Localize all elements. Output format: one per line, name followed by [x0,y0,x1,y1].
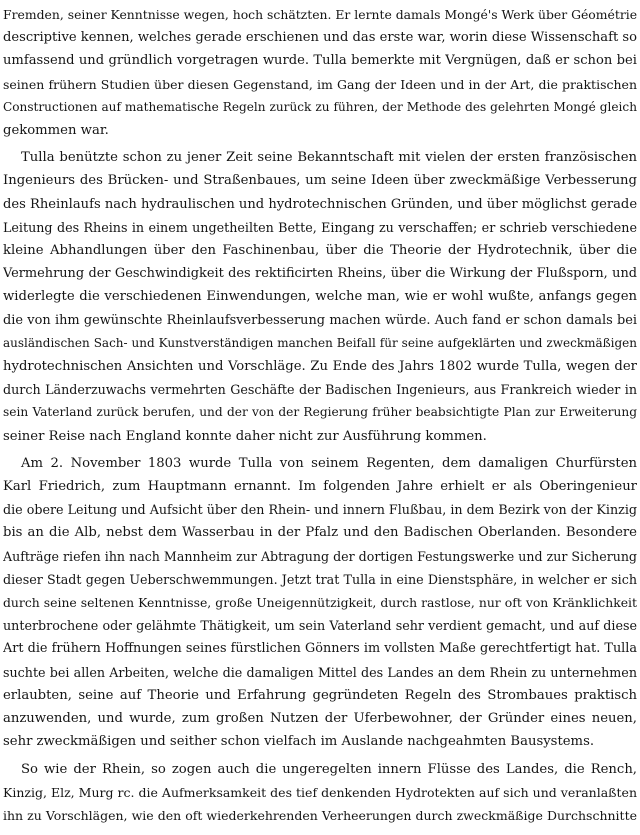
text-line: Tulla benützte schon zu jener Zeit seine Bekanntschaft mit vielen der ersten französischen [21,150,637,166]
text-line: Vermehrung der Geschwindigkeit des rektificirten Rheins, über die Wirkung der Flußsporn, und [3,266,637,282]
text-line: sein Vaterland zurück berufen, und der von der Regierung früher beabsichtigte Plan zur Erweiterung [3,405,637,420]
text-line: anzuwenden, und wurde, zum großen Nutzen der Uferbewohner, der Gründer eines neuen, [3,711,637,727]
text-line: bis an die Alb, nebst dem Wasserbau in der Pfalz und den Badischen Oberlanden. Besondere [3,525,637,541]
text-line: Ingenieurs des Brücken- und Straßenbaues, um seine Ideen über zweckmäßige Verbesserung [3,173,637,189]
text-line: des Rheinlaufs nach hydraulischen und hydrotechnischen Gründen, und über möglichst gerade [3,196,637,212]
text-line: durch Länderzuwachs vermehrten Geschäfte der Badischen Ingenieurs, aus Frankreich wieder in [3,382,637,398]
text-line: gekommen war. [3,123,109,139]
text-line: umfassend und gründlich vorgetragen wurde. Tulla bemerkte mit Vergnügen, daß er schon bei [3,53,637,69]
text-line: hydrotechnischen Ansichten und Vorschläge. Zu Ende des Jahrs 1802 wurde Tulla, wegen der [3,359,637,375]
text-line: Constructionen auf mathematische Regeln zurück zu führen, der Methode des gelehrten Mongé gleich [3,99,637,114]
text-line: descriptive kennen, welches gerade erschienen und das erste war, worin diese Wissenschaft so [3,30,637,46]
text-line: Am 2. November 1803 wurde Tulla von seinem Regenten, dem damaligen Churfürsten [21,455,637,471]
text-line: Karl Friedrich, zum Hauptmann ernannt. Im folgenden Jahre erhielt er als Oberingenieur [3,479,637,495]
paragraph-1 [3,3,637,142]
text-line: Kinzig, Elz, Murg rc. die Aufmerksamkeit des tief denkenden Hydrotekten auf sich und veranlaßten [3,784,637,800]
paragraph-4 [3,758,637,828]
text-line: die obere Leitung und Aufsicht über den Rhein- und innern Flußbau, in dem Bezirk von der Kinzig [3,502,637,518]
text-line: dieser Stadt gegen Ueberschwemmungen. Jetzt trat Tulla in eine Dienstsphäre, in welcher er sich [3,571,637,587]
text-line: sehr zweckmäßigen und seither schon vielfach im Auslande nachgeahmten Bausystems. [3,734,595,750]
paragraph-2 [3,146,637,448]
text-line: unterbrochene oder gelähmte Thätigkeit, um sein Vaterland sehr verdient gemacht, und auf diese [3,618,637,634]
text-line: widerlegte die verschiedenen Einwendungen, welche man, wie er wohl wußte, anfangs gegen [3,289,637,305]
text-line: ihn zu Vorschlägen, wie den oft wiederkehrenden Verheerungen durch zweckmäßige Durchschnitte [3,807,637,823]
text-line: Art die frühern Hoffnungen seines fürstlichen Gönners im vollsten Maße gerechtfertigt hat. Tulla [3,641,637,657]
text-line: Leitung des Rheins in einem ungetheilten Bette, Eingang zu verschaffen; er schrieb verschiedene [3,219,637,235]
text-line: ausländischen Sach- und Kunstverständigen manchen Beifall für seine aufgeklärten und zweckmäßigen [3,335,637,350]
text-line: suchte bei allen Arbeiten, welche die damaligen Mittel des Landes an dem Rhein zu unternehmen [3,664,637,680]
text-line: seinen frühern Studien über diesen Gegenstand, im Gang der Ideen und in der Art, die praktischen [3,76,637,92]
text-line: durch seine seltenen Kenntnisse, große Uneigennützigkeit, durch rastlose, nur oft von Kränklichkeit [3,595,637,611]
text-line: Aufträge riefen ihn nach Mannheim zur Abtragung der dortigen Festungswerke und zur Sicherung [3,548,637,564]
text-line: die von ihm gewünschte Rheinlaufsverbesserung machen würde. Auch fand er schon damals bei [3,312,637,328]
text-line: seiner Reise nach England konnte daher nicht zur Ausführung kommen. [3,428,487,444]
paragraph-3 [3,452,637,754]
text-line: kleine Abhandlungen über den Faschinenbau, über die Theorie der Hydrotechnik, über die [3,243,637,259]
text-line: Fremden, seiner Kenntnisse wegen, hoch schätzten. Er lernte damals Mongé's Werk über Géométrie [3,7,637,22]
text-line: So wie der Rhein, so zogen auch die ungeregelten innern Flüsse des Landes, die Rench, [21,761,637,777]
text-line: erlaubten, seine auf Theorie und Erfahrung gegründeten Regeln des Strombaues praktisch [3,687,637,703]
